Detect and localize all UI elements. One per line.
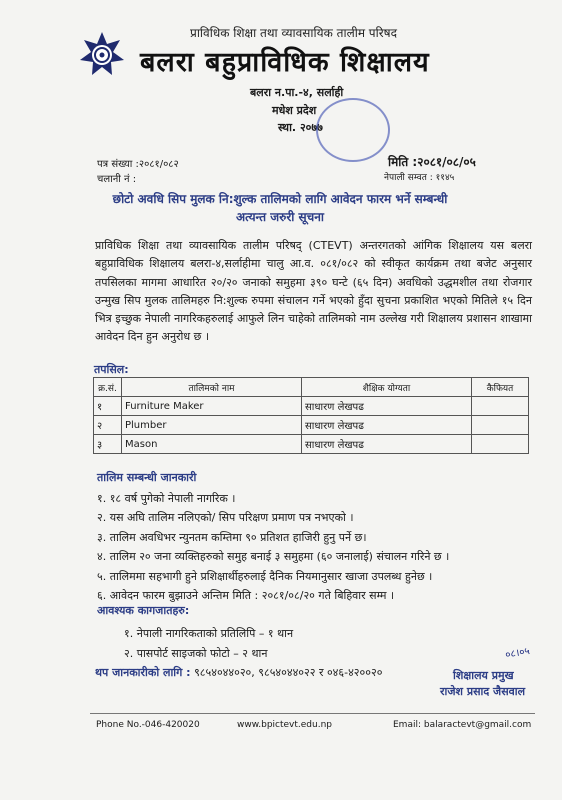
row-sn: ३ [94,435,122,454]
notice-title: छोटो अवधि सिप मुलक नि:शुल्क तालिमको लागि आवेदन फारम भर्ने सम्बन्धी [112,192,448,206]
list-item: २. पासपोर्ट साइजको फोटो – २ थान [124,647,268,660]
footer-phone: Phone No.-046-420020 [96,720,200,730]
row-training-name: Mason [122,435,302,454]
table-row [94,397,529,416]
row-remarks [472,435,529,454]
header-sn: क्र.सं. [94,378,122,397]
row-remarks [472,416,529,435]
list-item: १. १८ वर्ष पुगेको नेपाली नागरिक । [97,492,236,505]
header-name: तालिमको नाम [122,378,302,397]
contact-numbers: ९८५४०४४०२०, ९८५४०४४०२२ र ०४६-४२००२० [194,666,383,679]
row-sn: २ [94,416,122,435]
established-year: स्था. २०७७ [278,121,323,134]
table-row [94,435,529,454]
row-remarks [472,397,529,416]
college-address: बलरा न.पा.-४, सर्लाही [250,86,344,99]
office-stamp [316,98,390,162]
row-qualification: साधारण लेखपढ [302,397,472,416]
signature-date: ०८।०५ [504,645,531,662]
footer-email[interactable]: Email: balaractevt@gmail.com [393,720,532,730]
row-qualification: साधारण लेखपढ [302,435,472,454]
council-name: प्राविधिक शिक्षा तथा व्यावसायिक तालीम परिषद [190,26,397,40]
footer-website[interactable]: www.bpictevt.edu.np [237,720,333,730]
list-item: ६. आवेदन फारम बुझाउने अन्तिम मिति : २०८१/०८/२० गते बिहिवार सम्म । [97,589,395,603]
nepal-emblem-logo [78,30,126,78]
table-row [94,416,529,435]
list-item: १. नेपाली नागरिकताको प्रतिलिपि – १ थान [124,627,294,640]
row-sn: १ [94,397,122,416]
list-item: ३. तालिम अवधिभर न्युनतम कम्तिमा ९० प्रतिशत हाजिरी हुनु पर्ने छ। [97,530,367,544]
table-header-row [94,378,529,397]
list-item: ५. तालिममा सहभागी हुने प्रशिक्षार्थीहरुलाई दैनिक नियमानुसार खाजा उपलब्ध हुनेछ । [97,569,433,583]
training-info-list [97,489,449,605]
documents-list [124,624,293,664]
college-name: बलरा बहुप्राविधिक शिक्षालय [140,47,430,78]
letter-date: मिति :२०८१/०८/०५ [388,155,476,169]
documents-heading: आवश्यक कागजातहरु: [97,604,190,617]
training-table [93,377,529,454]
list-item: २. यस अघि तालिम नलिएको/ सिप परिक्षण प्रमाण पत्र नभएको । [97,511,354,525]
dispatch-number: चलानी नं : [97,174,137,185]
row-qualification: साधारण लेखपढ [302,416,472,435]
notice-subtitle: अत्यन्त जरुरी सूचना [235,210,325,224]
signatory-title: शिक्षालय प्रमुख [453,669,514,682]
row-training-name: Furniture Maker [122,397,302,416]
province-name: मधेश प्रदेश [272,104,317,117]
list-item: ४. तालिम २० जना व्यक्तिहरुको समुह बनाई ३ समुहमा (६० जनालाई) संचालन गरिने छ । [97,550,450,564]
footer-divider [90,713,535,714]
reference-number: पत्र संख्या :२०८१/०८२ [97,159,179,170]
contact-label: थप जानकारीको लागि : [95,666,191,679]
table-label: तपसिल: [94,363,129,376]
training-info-heading: तालिम सम्बन्धी जानकारी [97,471,197,484]
nepal-sambat-year: नेपाली सम्वत : ११४५ [384,173,455,183]
contact-info [95,665,382,680]
header-qualification: शैक्षिक योग्यता [302,378,472,397]
row-training-name: Plumber [122,416,302,435]
notice-body: प्राविधिक शिक्षा तथा व्यावसायिक तालीम परिषद् (CTEVT) अन्तरगतको आंगिक शिक्षालय यस बलरा बहुप्राविधिक शिक्षालय बलरा-४,सर्लाहीमा चालु आ.व. ०८१/०८२ को स्वीकृत कार्यक्रम तथा बजेट अनुसार तपसिलका मागमा आधारित २०/२० जनाको समुहमा ३९० घन्टे (६५ दिन) अवधिको उद्धमशील तथा रोजगार उन्मुख सिप मुलक तालिमहरु नि:शुल्क रुपमा संचालन गर्ने भएको हुँदा सुचना प्रकाशित भएको मितिले १५ दिन भित्र इच्छुक नेपाली नागरिकहरुलाई आफुले लिन चाहेको तालिमको नाम उल्लेख गरी शिक्षालय प्रशासन शाखामा आवेदन दिन हुन अनुरोध छ । [95,239,532,344]
signatory-name: राजेश प्रसाद जैसवाल [440,685,526,698]
header-remarks: कैफियत [472,378,529,397]
